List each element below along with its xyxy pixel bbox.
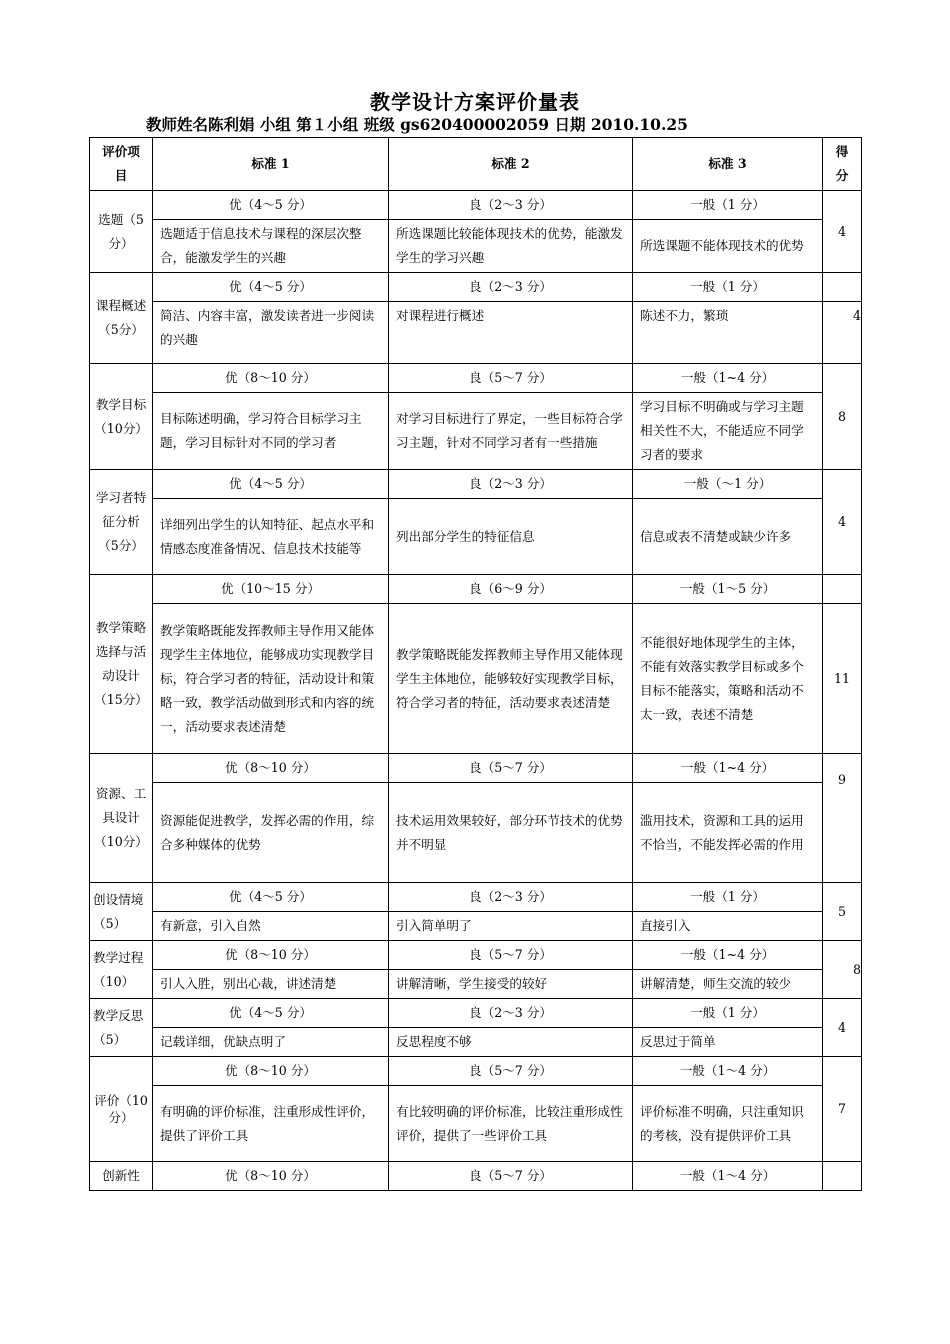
grade-cell: 一般（1~4 分） [633, 941, 823, 970]
grade-cell: 良（5～7 分） [389, 1057, 633, 1086]
grade-cell: 一般（1～5 分） [633, 575, 823, 604]
item-cell: 教学反思（5） [90, 999, 153, 1057]
desc-cell: 教学策略既能发挥教师主导作用又能体现学生主体地位，能够成功实现教学目标，符合学习者的特征，活动设计和策略一致，教学活动做到形式和内容的统一，活动要求表述清楚 [153, 604, 389, 754]
grade-cell: 一般（1~4 分） [633, 364, 823, 393]
desc-cell: 教学策略既能发挥教师主导作用又能体现学生主体地位，能够较好实现教学目标，符合学习者的特征，活动要求表述清楚 [389, 604, 633, 754]
page-subtitle: 教师姓名陈利娟 小组 第１小组 班级 gs620400002059 日期 2010.10.25 [146, 115, 688, 134]
desc-cell: 滥用技术，资源和工具的运用不恰当，不能发挥必需的作用 [633, 783, 823, 883]
desc-cell: 资源能促进教学，发挥必需的作用，综合多种媒体的优势 [153, 783, 389, 883]
grade-row [90, 470, 862, 499]
desc-cell: 讲解清楚，师生交流的较少 [633, 970, 823, 999]
desc-cell: 详细列出学生的认知特征、起点水平和情感态度准备情况、信息技术技能等 [153, 499, 389, 575]
header-score: 得分 [823, 138, 862, 191]
score-cell: 4 [823, 999, 862, 1057]
grade-cell: 优（4～5 分） [153, 883, 389, 912]
item-cell: 创设情境（5） [90, 883, 153, 941]
score-cell-empty [823, 575, 862, 604]
desc-cell: 不能很好地体现学生的主体，不能有效落实教学目标或多个目标不能落实，策略和活动不太一致，表述不清楚 [633, 604, 823, 754]
desc-cell: 陈述不力，繁琐 [633, 302, 823, 364]
desc-cell: 技术运用效果较好，部分环节技术的优势并不明显 [389, 783, 633, 883]
score-cell: 4 [823, 302, 862, 364]
page-title: 教学设计方案评价量表 [370, 90, 580, 114]
grade-row [90, 883, 862, 912]
score-cell: 9 [823, 754, 862, 883]
desc-cell: 反思过于简单 [633, 1028, 823, 1057]
grade-row [90, 754, 862, 783]
grade-cell: 一般（～1 分） [633, 470, 823, 499]
grade-cell: 一般（1~4 分） [633, 754, 823, 783]
grade-cell: 优（8～10 分） [153, 364, 389, 393]
score-cell: 11 [823, 604, 862, 754]
desc-cell: 对学习目标进行了界定，一些目标符合学习主题，针对不同学习者有一些措施 [389, 393, 633, 470]
grade-row [90, 273, 862, 302]
desc-cell: 有明确的评价标准，注重形成性评价，提供了评价工具 [153, 1086, 389, 1162]
desc-cell: 所选课题比较能体现技术的优势，能激发学生的学习兴趣 [389, 220, 633, 273]
item-cell: 选题（5分） [90, 191, 153, 273]
score-cell: 8 [823, 941, 862, 999]
score-cell: 8 [823, 364, 862, 470]
item-cell: 教学策略选择与活动设计（15分） [90, 575, 153, 754]
desc-cell: 评价标准不明确，只注重知识的考核，没有提供评价工具 [633, 1086, 823, 1162]
grade-cell: 优（8～10 分） [153, 754, 389, 783]
header-standard-1: 标准 1 [153, 138, 389, 191]
desc-row [90, 970, 862, 999]
grade-row [90, 941, 862, 970]
desc-cell: 有比较明确的评价标准，比较注重形成性评价，提供了一些评价工具 [389, 1086, 633, 1162]
item-cell: 评价（10分） [90, 1057, 153, 1162]
grade-row [90, 364, 862, 393]
desc-cell: 目标陈述明确，学习符合目标学习主题，学习目标针对不同的学习者 [153, 393, 389, 470]
grade-cell: 良（5～7 分） [389, 364, 633, 393]
grade-cell: 良（2～3 分） [389, 883, 633, 912]
grade-cell: 一般（1～4 分） [633, 1162, 823, 1191]
evaluation-table [89, 137, 862, 1191]
score-cell: 5 [823, 883, 862, 941]
grade-cell: 一般（1 分） [633, 191, 823, 220]
grade-cell: 优（4～5 分） [153, 470, 389, 499]
grade-cell: 优（8～10 分） [153, 1162, 389, 1191]
score-cell [823, 1162, 862, 1191]
header-row [90, 138, 862, 191]
score-cell-empty [823, 273, 862, 302]
grade-row [90, 1162, 862, 1191]
header-item: 评价项目 [90, 138, 153, 191]
desc-row [90, 604, 862, 754]
score-cell: 7 [823, 1057, 862, 1162]
grade-cell: 优（4～5 分） [153, 273, 389, 302]
score-cell: 4 [823, 470, 862, 575]
item-cell: 教学目标（10分） [90, 364, 153, 470]
score-cell: 4 [823, 191, 862, 273]
desc-cell: 反思程度不够 [389, 1028, 633, 1057]
grade-cell: 一般（1 分） [633, 273, 823, 302]
desc-row [90, 912, 862, 941]
item-cell: 教学过程（10） [90, 941, 153, 999]
grade-row [90, 191, 862, 220]
desc-cell: 引入简单明了 [389, 912, 633, 941]
desc-cell: 选题适于信息技术与课程的深层次整合，能激发学生的兴趣 [153, 220, 389, 273]
grade-cell: 良（2～3 分） [389, 191, 633, 220]
grade-cell: 良（2～3 分） [389, 470, 633, 499]
desc-cell: 对课程进行概述 [389, 302, 633, 364]
desc-row [90, 1028, 862, 1057]
grade-row [90, 1057, 862, 1086]
desc-row [90, 499, 862, 575]
header-standard-2: 标准 2 [389, 138, 633, 191]
item-cell: 学习者特征分析（5分） [90, 470, 153, 575]
grade-cell: 良（5～7 分） [389, 754, 633, 783]
item-cell: 创新性 [90, 1162, 153, 1191]
desc-cell: 引人入胜，别出心裁，讲述清楚 [153, 970, 389, 999]
item-cell: 资源、工具设计（10分） [90, 754, 153, 883]
desc-cell: 有新意，引入自然 [153, 912, 389, 941]
header-standard-3: 标准 3 [633, 138, 823, 191]
grade-cell: 优（4～5 分） [153, 999, 389, 1028]
desc-cell: 讲解清晰，学生接受的较好 [389, 970, 633, 999]
desc-cell: 直接引入 [633, 912, 823, 941]
item-cell: 课程概述（5分） [90, 273, 153, 364]
grade-cell: 一般（1 分） [633, 883, 823, 912]
grade-cell: 优（10～15 分） [153, 575, 389, 604]
grade-cell: 优（8～10 分） [153, 1057, 389, 1086]
grade-cell: 一般（1 分） [633, 999, 823, 1028]
desc-cell: 学习目标不明确或与学习主题相关性不大，不能适应不同学习者的要求 [633, 393, 823, 470]
desc-cell: 所选课题不能体现技术的优势 [633, 220, 823, 273]
desc-cell: 信息或表不清楚或缺少许多 [633, 499, 823, 575]
desc-row [90, 220, 862, 273]
desc-cell: 简洁、内容丰富，激发读者进一步阅读的兴趣 [153, 302, 389, 364]
grade-cell: 优（8～10 分） [153, 941, 389, 970]
grade-row [90, 575, 862, 604]
desc-row [90, 1086, 862, 1162]
desc-cell: 列出部分学生的特征信息 [389, 499, 633, 575]
grade-cell: 良（5～7 分） [389, 1162, 633, 1191]
desc-row [90, 783, 862, 883]
grade-cell: 良（6～9 分） [389, 575, 633, 604]
grade-cell: 优（4～5 分） [153, 191, 389, 220]
grade-row [90, 999, 862, 1028]
grade-cell: 良（5～7 分） [389, 941, 633, 970]
grade-cell: 一般（1～4 分） [633, 1057, 823, 1086]
desc-cell: 记载详细，优缺点明了 [153, 1028, 389, 1057]
desc-row [90, 393, 862, 470]
grade-cell: 良（2～3 分） [389, 273, 633, 302]
desc-row [90, 302, 862, 364]
grade-cell: 良（2～3 分） [389, 999, 633, 1028]
